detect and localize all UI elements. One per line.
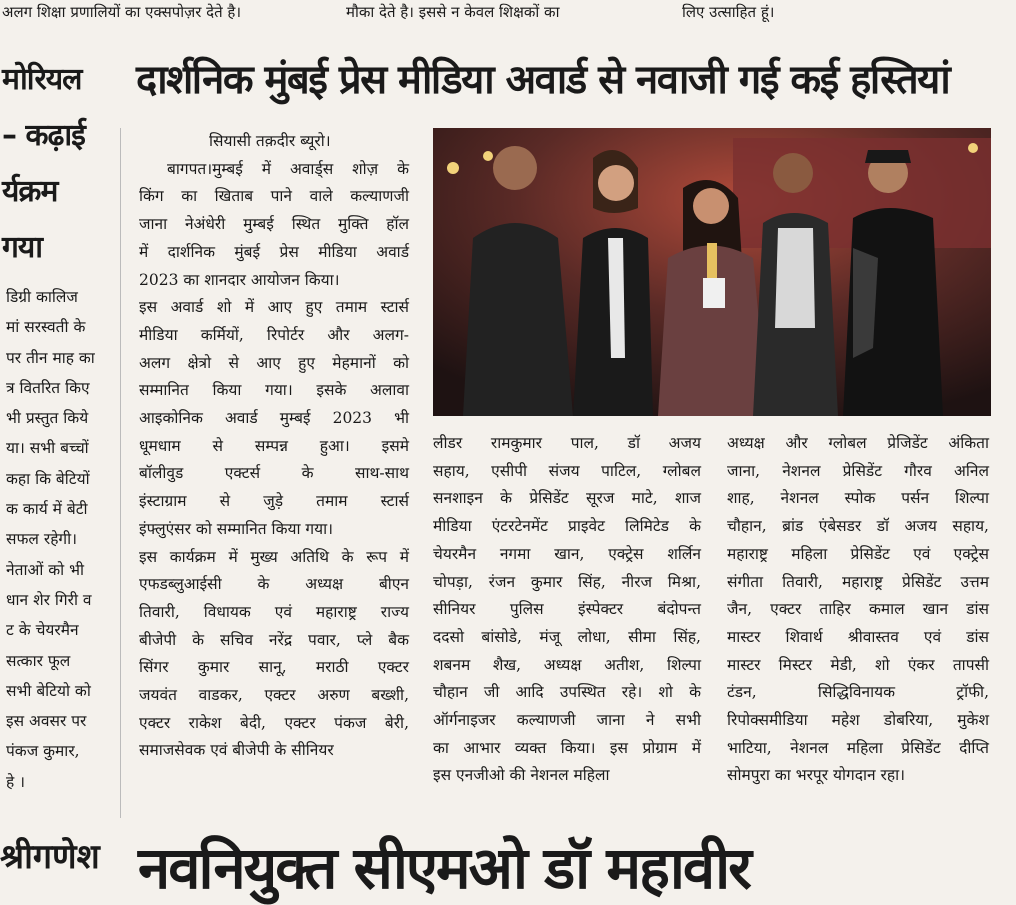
text-line: जाना, नेशनल प्रेसिडेंट गौरव अनिल (727, 461, 989, 480)
text-line: महाराष्ट्र महिला प्रेसिडेंट एवं एक्ट्रेस (727, 544, 989, 563)
left-body-line: पंकज कुमार, (6, 742, 80, 761)
byline: सियासी तक़दीर ब्यूरो। (209, 132, 331, 150)
text-line: शाह, नेशनल स्पोक पर्सन शिल्पा (727, 489, 989, 508)
article-column-3-text (727, 430, 989, 790)
left-body-line: सभी बेटियो को (6, 681, 91, 700)
left-body-line: मां सरस्वती के (6, 318, 86, 337)
text-line: धूमधाम से सम्पन्न हुआ। इसमे (139, 436, 409, 455)
text-line: सम्मानित किया गया। इसके अलावा (139, 381, 409, 400)
text-line: एक्टर राकेश बेदी, एक्टर पंकज बेरी, (139, 713, 409, 732)
main-headline: दार्शनिक मुंबई प्रेस मीडिया अवार्ड से नवाजी गई कई हस्तियां (136, 57, 950, 103)
left-body-line: हे । (6, 772, 26, 791)
left-body-line: ट के चेयरमैन (6, 621, 79, 640)
text-line: इस कार्यक्रम में मुख्य अतिथि के रूप में (139, 547, 409, 566)
text-line: चौहान, ब्रांड एंबेसडर डॉ अजय सहाय, (727, 517, 989, 536)
top-strip-text-1: अलग शिक्षा प्रणालियों का एक्सपोज़र देते है। (2, 3, 242, 21)
bottom-left-headline-fragment: श्रीगणेश (0, 837, 100, 877)
left-headline-line: – कढ़ाई (2, 118, 85, 153)
text-line: मीडिया कर्मियों, रिपोर्टर और अलग- (139, 325, 409, 344)
text-line: तिवारी, विधायक एवं महाराष्ट्र राज्य (139, 602, 409, 621)
text-line: सनशाइन के प्रेसिडेंट सूरज माटे, शाज (433, 489, 701, 508)
text-line: इंफ्लुएंसर को सम्मानित किया गया। (139, 519, 334, 538)
text-line: सिंगर कुमार सानू, मराठी एक्टर (139, 658, 409, 677)
text-line: सोमपुरा का भरपूर योगदान रहा। (727, 766, 905, 785)
article-column-2-text (433, 430, 701, 790)
left-body-line: डिग्री कालिज (6, 288, 78, 306)
text-line: अध्यक्ष और ग्लोबल प्रेजिडेंट अंकिता (727, 434, 989, 452)
text-line: रिपोक्समीडिया महेश डोबरिया, मुकेश (727, 711, 989, 730)
text-line: ऑर्गनाइजर कल्याणजी जाना ने सभी (433, 711, 701, 730)
left-body-line: कहा कि बेटियों (6, 469, 90, 488)
text-line: जयवंत वाडकर, एक्टर अरुण बख्शी, (139, 686, 409, 705)
text-line: चोपड़ा, रंजन कुमार सिंह, नीरज मिश्रा, (433, 572, 701, 591)
text-line: इंस्टाग्राम से जुड़े तमाम स्टार्स (139, 492, 409, 511)
text-line: लीडर रामकुमार पाल, डॉ अजय (433, 434, 701, 452)
text-line: किंग का खिताब पाने वाले कल्याणजी (139, 187, 409, 206)
left-body-line: पर तीन माह का (6, 348, 95, 367)
top-strip-text-3: लिए उत्साहित हूं। (682, 3, 775, 21)
text-line: मास्टर मिस्टर मेडी, शो एंकर तापसी (727, 655, 989, 674)
text-line: बागपत।मुम्बई में अवार्ड्स शोज़ के (167, 159, 409, 178)
left-article-headline (2, 52, 112, 276)
award-ceremony-photo-illustration (433, 128, 991, 416)
left-body-line: सत्कार फूल (6, 651, 71, 670)
text-line: अलग क्षेत्रो से आए हुए मेहमानों को (139, 353, 409, 372)
left-article-body (6, 282, 112, 797)
column-divider (120, 128, 121, 818)
left-body-line: इस अवसर पर (6, 712, 87, 731)
article-column-1 (139, 128, 409, 765)
text-line: इस एनजीओ की नेशनल महिला (433, 766, 610, 785)
text-line: भाटिया, नेशनल महिला प्रेसिडेंट दीप्ति (727, 738, 989, 757)
top-strip-text-2: मौका देते है। इससे न केवल शिक्षकों का (346, 3, 560, 21)
text-line: ददसो बांसोडे, मंजू लोधा, सीमा सिंह, (433, 627, 701, 646)
text-line: एफडब्लुआईसी के अध्यक्ष बीएन (139, 575, 409, 594)
text-line: इस अवार्ड शो में आए हुए तमाम स्टार्स (139, 298, 409, 317)
award-ceremony-photo (433, 128, 991, 416)
article-column-2 (433, 430, 701, 790)
text-line: सहाय, एसीपी संजय पाटिल, ग्लोबल (433, 461, 701, 480)
left-body-line: क कार्य में बेटी (6, 500, 88, 519)
left-headline-line: गया (2, 230, 43, 265)
text-line: शबनम शैख, अध्यक्ष अतीश, शिल्पा (433, 655, 701, 674)
text-line: 2023 का शानदार आयोजन किया। (139, 270, 340, 289)
text-line: चौहान जी आदि उपस्थित रहे। शो के (433, 683, 701, 702)
article-column-1-text (139, 156, 409, 765)
text-line: का आभार व्यक्त किया। इस प्रोग्राम में (433, 738, 701, 757)
text-line: समाजसेवक एवं बीजेपी के सीनियर (139, 741, 334, 760)
text-line: चेयरमैन नगमा खान, एक्ट्रेस शर्लिन (433, 544, 701, 563)
left-article-column (0, 52, 112, 797)
text-line: सीनियर पुलिस इंस्पेक्टर बंदोपन्त (433, 600, 701, 619)
bottom-headline-fragment: नवनियुक्त सीएमओ डॉ महावीर (138, 834, 750, 902)
text-line: मास्टर शिवार्थ श्रीवास्तव एवं डांस (727, 627, 989, 646)
left-body-line: सफल रहेगी। (6, 530, 78, 549)
text-line: आइकोनिक अवार्ड मुम्बई 2023 भी (139, 409, 409, 428)
left-body-line: नेताओं को भी (6, 560, 84, 579)
left-body-line: त्र वितरित किए (6, 378, 90, 397)
text-line: जैन, एक्टर ताहिर कमाल खान डांस (727, 600, 989, 619)
text-line: जाना नेअंधेरी मुम्बई स्थित मुक्ति हॉल (139, 215, 409, 234)
left-body-line: या। सभी बच्चों (6, 439, 89, 458)
text-line: संगीता तिवारी, महाराष्ट्र प्रेसिडेंट उत्तम (727, 572, 989, 591)
article-column-3 (727, 430, 989, 790)
text-line: टंडन, सिद्धिविनायक ट्रॉफी, (727, 683, 989, 702)
text-line: में दार्शनिक मुंबई प्रेस मीडिया अवार्ड (139, 242, 409, 261)
left-body-line: भी प्रस्तुत किये (6, 409, 89, 428)
text-line: मीडिया एंटरटेनमेंट प्राइवेट लिमिटेड के (433, 517, 701, 536)
left-body-line: धान शेर गिरी व (6, 590, 92, 609)
text-line: बीजेपी के सचिव नरेंद्र पवार, प्ले बैक (139, 630, 409, 649)
left-headline-line: मोरियल (2, 62, 82, 97)
text-line: बॉलीवुड एक्टर्स के साथ-साथ (139, 464, 409, 483)
left-headline-line: र्यक्रम (2, 174, 58, 209)
